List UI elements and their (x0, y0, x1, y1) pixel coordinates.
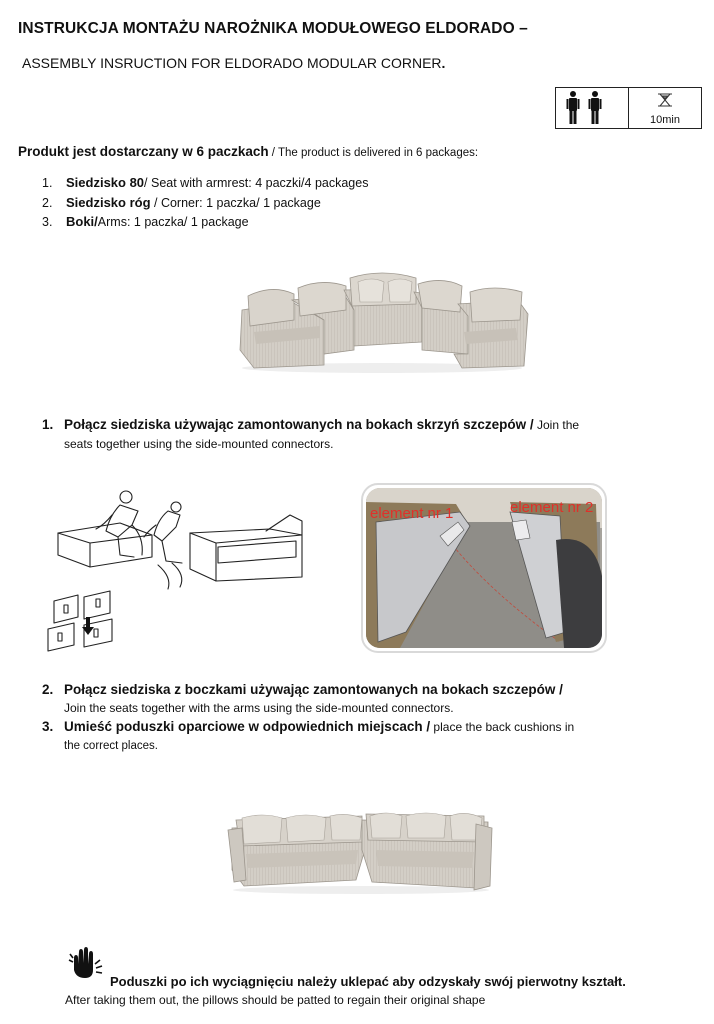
list-item (42, 214, 368, 234)
package-detail: Arms: 1 paczka/ 1 package (97, 215, 249, 229)
list-number: 3. (42, 215, 53, 229)
package-name: Siedzisko róg (66, 194, 151, 210)
step-number: 3. (42, 719, 54, 734)
list-number: 2. (42, 195, 53, 210)
time-cell (628, 88, 701, 128)
connector-photo (360, 482, 610, 657)
list-number: 1. (42, 176, 53, 190)
step-text-pl: Umieść poduszki oparciowe w odpowiednich miejscach / (64, 719, 431, 734)
package-name: Boki/ (66, 214, 98, 229)
step-heading (42, 415, 702, 435)
subtitle-period: . (441, 55, 446, 71)
delivery-en: / The product is delivered in 6 packages: (268, 147, 479, 159)
package-list (42, 175, 368, 234)
assembly-requirements-badge (555, 87, 702, 129)
photo-label-left: element nr 1 (370, 505, 454, 522)
step-number: 2. (42, 682, 54, 697)
sofa-modules-image (232, 270, 532, 375)
step-number: 1. (42, 417, 54, 432)
people-cell (556, 88, 628, 128)
patting-hands-icon (68, 946, 104, 982)
delivery-pl: Produkt jest dostarczany w 6 paczkach (18, 144, 269, 159)
step-2 (42, 680, 702, 716)
package-name: Siedzisko 80 (66, 175, 145, 190)
step-text-pl: Połącz siedziska z boczkami używając zamontowanych na bokach szczepów / (64, 682, 563, 697)
list-item (42, 195, 368, 215)
step-continuation: the correct places. (64, 740, 158, 752)
package-detail: / Seat with armrest: 4 paczki/4 packages (144, 176, 369, 190)
step-text-pl: Połącz siedziska używając zamontowanych na bokach skrzyń szczepów / (64, 417, 534, 432)
step-3 (42, 717, 702, 756)
two-persons-icon (556, 88, 628, 128)
step-heading (42, 717, 702, 737)
hourglass-icon (629, 88, 701, 112)
subtitle-text: ASSEMBLY INSRUCTION FOR ELDORADO MODULAR CORNER (22, 55, 442, 71)
cushion-note-en: After taking them out, the pillows should be patted to regain their original shape (65, 993, 486, 1007)
page-subtitle (22, 55, 445, 71)
step-heading (42, 680, 702, 700)
assembled-sofa-image (226, 810, 496, 895)
page-title: INSTRUKCJA MONTAŻU NAROŻNIKA MODUŁOWEGO ELDORADO – (18, 20, 528, 37)
step-continuation: seats together using the side-mounted connectors. (64, 437, 334, 451)
step-text-en: Join the (533, 418, 580, 432)
cushion-note-pl: Poduszki po ich wyciągnięciu należy uklepać aby odzyskały swój pierwotny kształt. (110, 974, 626, 989)
step-continuation: Join the seats together with the arms using the side-mounted connectors. (64, 701, 454, 715)
assembly-sketch (40, 485, 330, 665)
list-item (42, 175, 368, 195)
photo-label-right: element nr 2 (510, 499, 594, 516)
assembly-time: 10min (650, 114, 680, 126)
delivery-info (18, 144, 478, 159)
package-detail: / Corner: 1 paczka/ 1 package (150, 195, 321, 210)
step-text-en: place the back cushions in (430, 720, 575, 734)
step-1 (42, 415, 702, 454)
